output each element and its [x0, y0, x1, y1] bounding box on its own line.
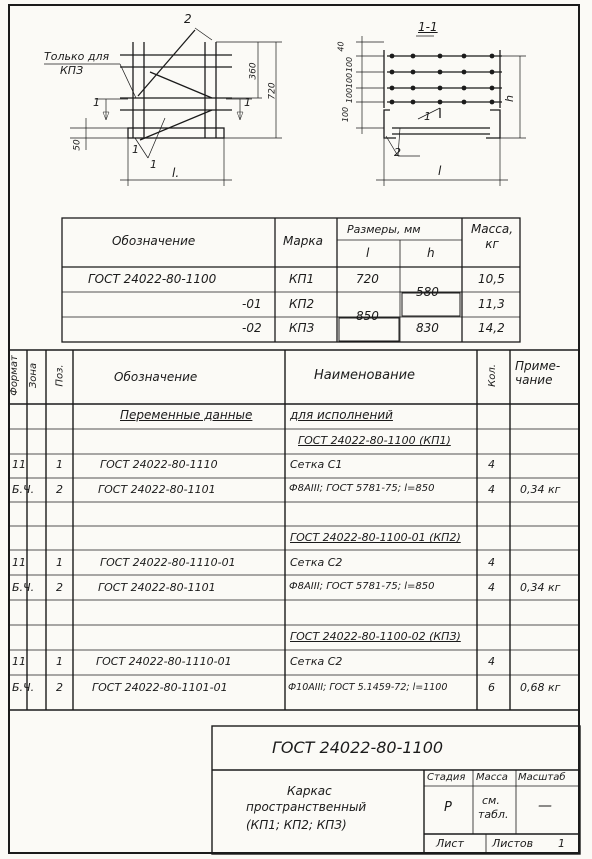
spec-g1-r1-pos: 1	[56, 458, 63, 471]
spec-g2-r2-qty: 4	[488, 581, 495, 594]
sec-dim-h: h	[502, 95, 516, 102]
spec-g3-r1-qty: 4	[488, 655, 495, 668]
spec-g1-r2-qty: 4	[488, 483, 495, 496]
spec-g1-r1-name: Сетка С1	[290, 458, 343, 471]
stage-label: Стадия	[427, 772, 466, 783]
spec-g2-r2-note: 0,34 кг	[520, 581, 561, 594]
sec-dim-l: l	[438, 164, 442, 178]
callout-1b: 1	[150, 158, 157, 171]
spec-g3-r1-format: 11	[12, 655, 26, 668]
vt-header-mass: Масса, кг	[470, 222, 514, 251]
spec-header-zone: Зона	[28, 362, 40, 389]
spec-header-qty: Кол.	[486, 364, 498, 387]
name-line-2: пространственный	[246, 800, 367, 814]
mass-label: Масса	[476, 772, 508, 783]
spec-header-note: Приме-чание	[515, 359, 561, 387]
spec-group-2-title: ГОСТ 24022-80-1100-01 (КП2)	[290, 531, 461, 544]
vt-r3-designation: -02	[242, 321, 262, 335]
vt-r2-designation: -01	[242, 297, 262, 311]
vt-r1-mark: КП1	[289, 272, 315, 286]
note-only-for: Только для	[44, 50, 110, 63]
spec-g3-r1-designation: ГОСТ 24022-80-1110-01	[96, 655, 232, 668]
vt-r3-h: 830	[416, 321, 439, 335]
spec-variable-data-b: для исполнений	[290, 408, 393, 422]
spec-g3-r2-note: 0,68 кг	[520, 681, 561, 694]
sec-dim-100b: 100	[345, 72, 355, 89]
vt-r1-l: 720	[356, 272, 379, 286]
sec-dim-100c: 100	[345, 87, 355, 104]
spec-g2-r2-designation: ГОСТ 24022-80-1101	[98, 581, 216, 594]
spec-variable-data-a: Переменные данные	[120, 408, 253, 422]
name-line-3: (КП1; КП2; КПЗ)	[246, 818, 347, 832]
spec-g3-r2-format: Б.Ч.	[12, 681, 35, 694]
sheet-label: Лист	[436, 837, 464, 850]
vt-r2-mass: 11,3	[478, 297, 505, 311]
vt-header-h: h	[427, 246, 435, 260]
spec-g1-r2-format: Б.Ч.	[12, 483, 35, 496]
vt-r3-mass: 14,2	[478, 321, 505, 335]
sec-dim-40: 40	[336, 41, 346, 52]
spec-g3-r2-pos: 2	[56, 681, 63, 694]
spec-g1-r2-name: Ф8АIII; ГОСТ 5781-75; l=850	[289, 483, 435, 494]
scale-label: Масштаб	[518, 772, 566, 783]
vt-header-mark: Марка	[283, 234, 323, 248]
spec-g1-r2-designation: ГОСТ 24022-80-1101	[98, 483, 216, 496]
spec-g2-r1-format: 11	[12, 556, 26, 569]
spec-header-pos: Поз.	[54, 364, 66, 387]
spec-g2-r1-qty: 4	[488, 556, 495, 569]
section-mark-right: 1	[244, 96, 251, 109]
spec-group-1-title: ГОСТ 24022-80-1100 (КП1)	[298, 434, 451, 447]
callout-2: 2	[184, 12, 192, 26]
sec-dim-100d: 100	[341, 106, 351, 123]
dim-720: 720	[267, 82, 278, 100]
dim-360: 360	[248, 62, 259, 80]
vt-header-designation: Обозначение	[112, 234, 196, 248]
vt-r2-l: 850	[356, 309, 379, 323]
spec-g3-r1-name: Сетка С2	[290, 655, 343, 668]
spec-g1-r2-pos: 2	[56, 483, 63, 496]
note-kp3: КПЗ	[60, 64, 84, 77]
section-title: 1-1	[418, 20, 438, 34]
spec-g2-r2-format: Б.Ч.	[12, 581, 35, 594]
spec-g2-r1-name: Сетка С2	[290, 556, 343, 569]
spec-header-format: Формат	[8, 355, 20, 396]
doc-number: ГОСТ 24022-80-1100	[272, 738, 444, 757]
vt-header-l: l	[366, 246, 370, 260]
spec-g1-r1-format: 11	[12, 458, 26, 471]
vt-r2-mark: КП2	[289, 297, 315, 311]
sheets-label: Листов	[492, 837, 534, 850]
spec-g3-r2-designation: ГОСТ 24022-80-1101-01	[92, 681, 228, 694]
name-line-1: Каркас	[287, 784, 332, 798]
vt-header-sizes: Размеры, мм	[347, 223, 421, 236]
mass-value-2: табл.	[478, 808, 509, 821]
sec-dim-100a: 100	[345, 56, 355, 73]
section-mark-left: 1	[93, 96, 100, 109]
spec-g2-r2-pos: 2	[56, 581, 63, 594]
dim-50: 50	[72, 139, 83, 151]
stage-value: Р	[444, 800, 452, 815]
spec-g2-r1-designation: ГОСТ 24022-80-1110-01	[100, 556, 236, 569]
spec-g1-r1-designation: ГОСТ 24022-80-1110	[100, 458, 218, 471]
spec-group-3-title: ГОСТ 24022-80-1100-02 (КПЗ)	[290, 630, 461, 643]
mass-value-1: см.	[482, 794, 500, 807]
spec-g3-r2-qty: 6	[488, 681, 495, 694]
spec-g1-r1-qty: 4	[488, 458, 495, 471]
dim-l: l.	[172, 166, 180, 180]
spec-g2-r2-name: Ф8АIII; ГОСТ 5781-75; l=850	[289, 581, 435, 592]
vt-r1-designation: ГОСТ 24022-80-1100	[88, 272, 217, 286]
scale-value: —	[538, 798, 552, 814]
sec-callout-1: 1	[424, 110, 431, 123]
spec-g1-r2-note: 0,34 кг	[520, 483, 561, 496]
spec-header-name: Наименование	[314, 368, 416, 383]
vt-r1-mass: 10,5	[478, 272, 505, 286]
spec-g2-r1-pos: 1	[56, 556, 63, 569]
callout-1a: 1	[132, 143, 139, 156]
spec-header-designation: Обозначение	[114, 370, 198, 384]
spec-g3-r1-pos: 1	[56, 655, 63, 668]
sec-callout-2: 2	[394, 146, 401, 159]
spec-g3-r2-name: Ф10АIII; ГОСТ 5.1459-72; l=1100	[288, 682, 448, 693]
vt-r3-mark: КПЗ	[289, 321, 315, 335]
vt-r1-h: 580	[416, 285, 439, 299]
sheets-value: 1	[558, 837, 565, 850]
